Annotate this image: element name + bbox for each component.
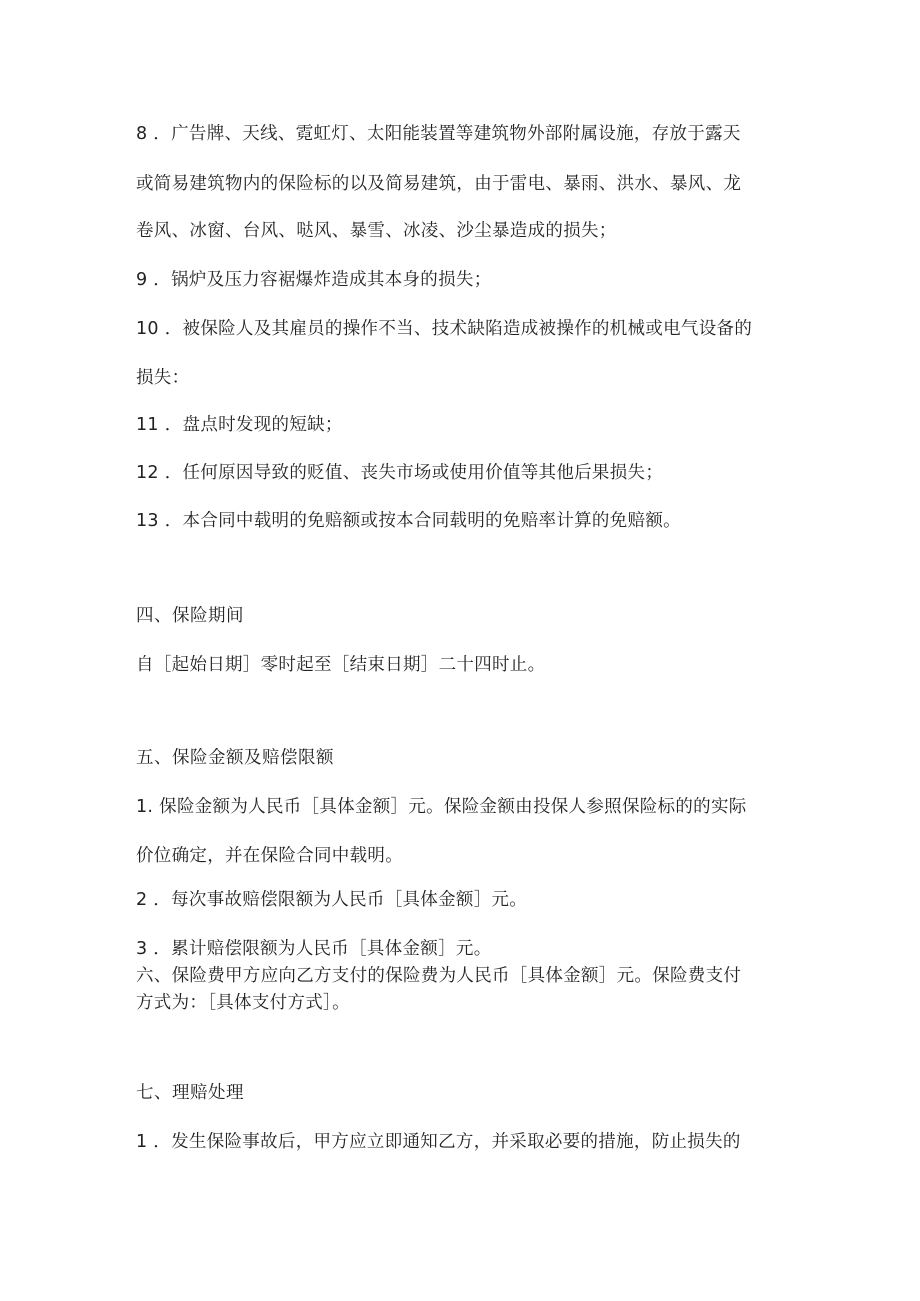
clause-13: 13 ．本合同中载明的免赔额或按本合同载明的免赔率计算的免赔额。: [136, 511, 681, 531]
section-5-heading: 五、保险金额及赔偿限额: [136, 748, 334, 768]
section-5-item-3: 3 ．累计赔偿限额为人民币［具体金额］元。: [136, 939, 492, 959]
section-6-line-2: 方式为：［具体支付方式］。: [136, 993, 350, 1013]
clause-8-line-3: 卷风、冰窗、台风、哒风、暴雪、冰凌、沙尘暴造成的损失；: [136, 221, 617, 241]
section-4-text: 自［起始日期］零时起至［结束日期］二十四时止。: [136, 655, 546, 675]
section-5-item-2: 2 ．每次事故赔偿限额为人民币［具体金额］元。: [136, 890, 528, 910]
section-5-item-1-line-1: 1. 保险金额为人民币［具体金额］元。保险金额由投保人参照保险标的的实际: [136, 797, 747, 817]
section-5-item-1-line-2: 价位确定，并在保险合同中载明。: [136, 846, 403, 866]
clause-11: 11 ．盘点时发现的短缺；: [136, 415, 343, 435]
section-4-heading: 四、保险期间: [136, 606, 244, 626]
clause-9: 9 ．锅炉及压力容裾爆炸造成其本身的损失；: [136, 270, 492, 290]
clause-8-line-2: 或简易建筑物内的保险标的以及简易建筑，由于雷电、暴雨、洪水、暴风、龙: [136, 174, 742, 194]
section-6-line-1: 六、保险费甲方应向乙方支付的保险费为人民币［具体金额］元。保险费支付: [136, 966, 742, 986]
clause-12: 12 ．任何原因导致的贬值、丧失市场或使用价值等其他后果损失；: [136, 463, 664, 483]
section-7-item-1-line-1: 1 ．发生保险事故后，甲方应立即通知乙方，并采取必要的措施，防止损失的: [136, 1132, 741, 1152]
section-7-heading: 七、理赔处理: [136, 1083, 244, 1103]
clause-10-line-1: 10 ．被保险人及其雇员的操作不当、技术缺陷造成被操作的机械或电气设备的: [136, 319, 753, 339]
clause-10-line-2: 损失：: [136, 368, 190, 388]
clause-8-line-1: 8 ．广告牌、天线、霓虹灯、太阳能装置等建筑物外部附属设施，存放于露天: [136, 124, 741, 144]
